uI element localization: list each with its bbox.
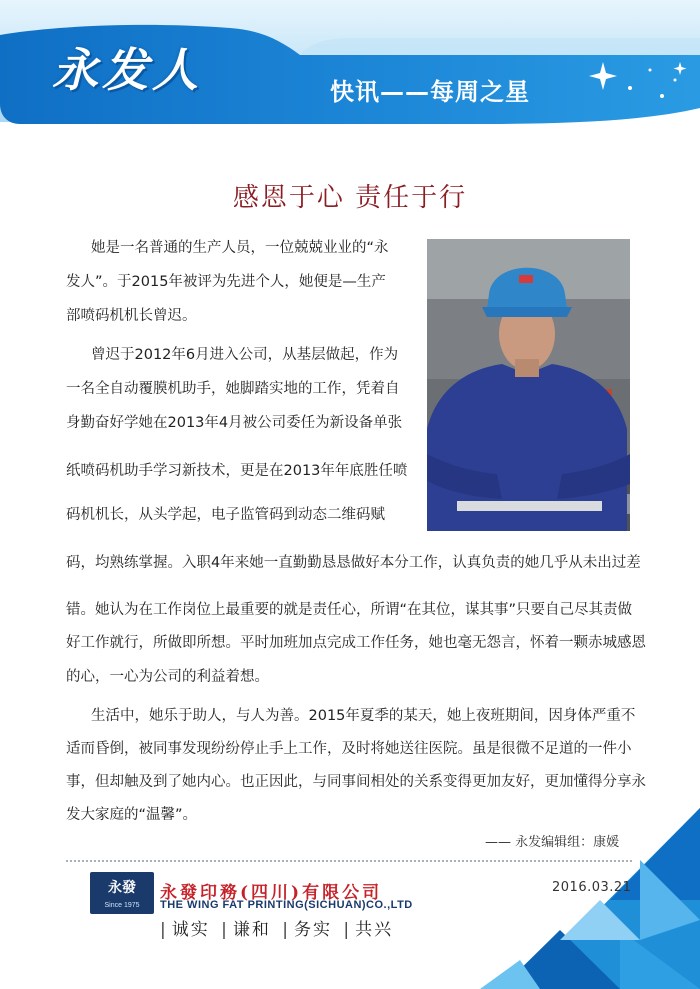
- company-name-en: THE WING FAT PRINTING(SICHUAN)CO.,LTD: [160, 899, 413, 911]
- article-line: 一名全自动覆膜机助手，她脚踏实地的工作，凭着自: [66, 381, 400, 397]
- company-name-cn: 永發印務(四川)有限公司: [160, 883, 383, 903]
- article-line: 她是一名普通的生产人员，一位兢兢业业的“永: [91, 240, 389, 256]
- article-line: 好工作就行，所做即所想。平时加班加点完成工作任务，她也毫无怨言，怀着一颗赤城感恩: [66, 635, 646, 651]
- value-modesty: 谦和: [232, 920, 271, 940]
- brand-title: 永发人: [52, 43, 202, 97]
- value-pragmatism: 务实: [294, 920, 333, 940]
- value-separator: |: [160, 920, 168, 940]
- footer-divider: [66, 860, 632, 862]
- article-line: 适而昏倒，被同事发现纷纷停止手上工作，及时将她送往医院。虽是很微不足道的一件小: [66, 741, 632, 757]
- logo-text: 永發: [108, 880, 136, 896]
- issue-date: 2016.03.21: [552, 880, 632, 895]
- article-line: 曾迟于2012年6月进入公司，从基层做起，作为: [91, 347, 399, 363]
- value-separator: |: [282, 920, 291, 940]
- article-line: 身勤奋好学她在2013年4月被公司委任为新设备单张: [66, 415, 403, 431]
- article-line: 事，但却触及到了她内心。也正因此，与同事间相处的关系变得更加友好，更加懂得分享永: [66, 774, 646, 790]
- company-logo: [90, 872, 154, 918]
- value-separator: |: [221, 920, 229, 940]
- article-line: 部喷码机机长曾迟。: [66, 308, 197, 324]
- article-line: 错。她认为在工作岗位上最重要的就是责任心，所谓“在其位，谋其事”只要自己尽其责做: [66, 602, 633, 618]
- article-line: 生活中，她乐于助人，与人为善。2015年夏季的某天，她上夜班期间，因身体严重不: [91, 708, 636, 724]
- article-line: 码机机长，从头学起，电子监管码到动态二维码赋: [66, 507, 385, 523]
- value-honesty: 诚实: [171, 920, 210, 940]
- value-prosperity: 共兴: [355, 920, 394, 940]
- article-line: 纸喷码机助手学习新技术，更是在2013年年底胜任喷: [66, 463, 408, 479]
- company-values: [156, 915, 393, 940]
- byline: —— 永发编辑组：康媛: [485, 835, 620, 850]
- article-line: 的心，一心为公司的利益着想。: [66, 669, 269, 685]
- article-line: 发大家庭的“温馨”。: [66, 807, 198, 823]
- logo-since: Since 1975: [104, 902, 140, 909]
- article-line: 码，均熟练掌握。入职4年来她一直勤勤恳恳做好本分工作，认真负责的她几乎从未出过差: [66, 555, 641, 571]
- article-line: 发人”。于2015年被评为先进个人，她便是—生产: [66, 274, 386, 290]
- article-title: 感恩于心 责任于行: [232, 183, 468, 213]
- value-separator: |: [343, 920, 352, 940]
- section-title: 快讯——每周之星: [330, 78, 530, 106]
